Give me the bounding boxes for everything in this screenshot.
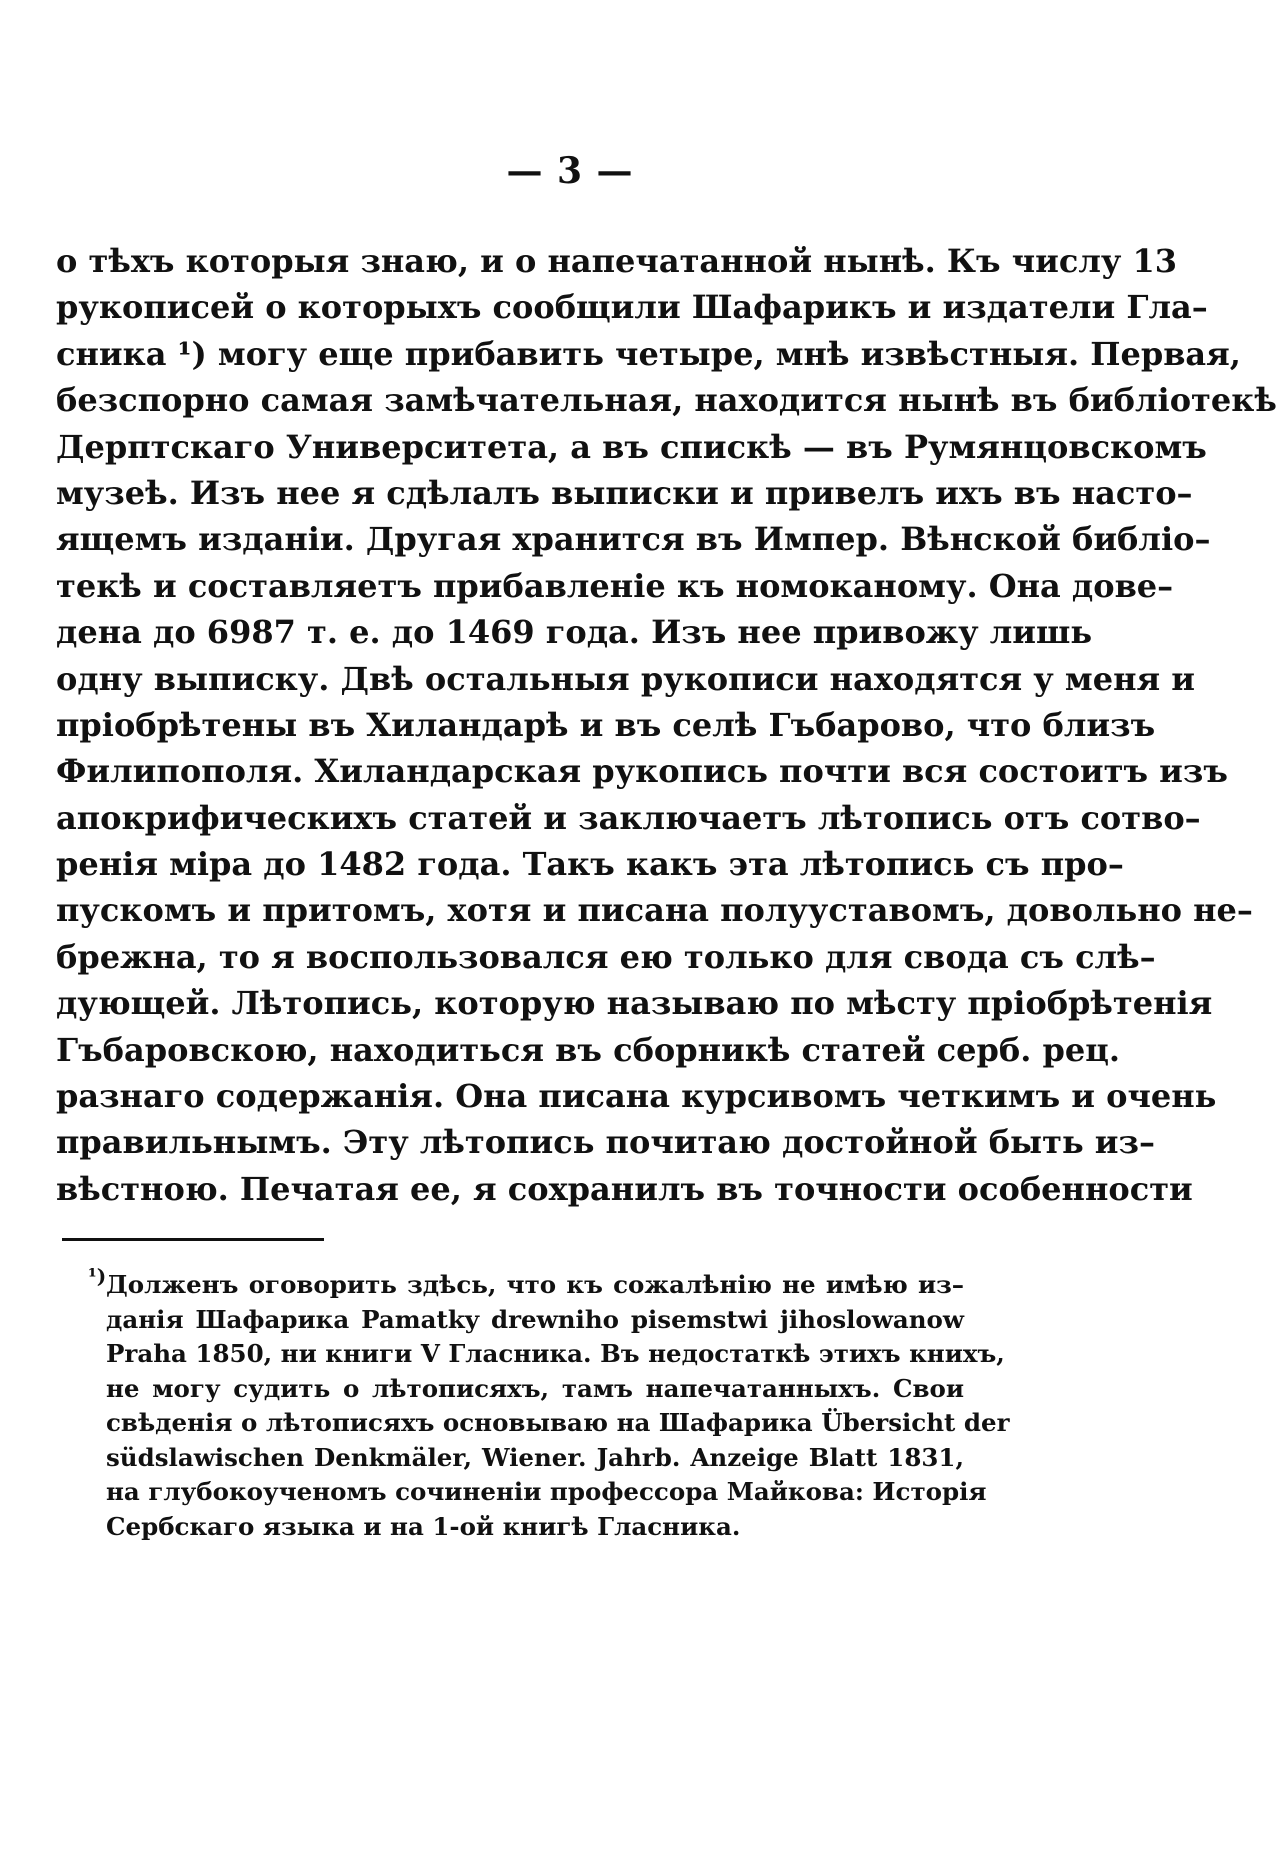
text-line: апокрифическихъ статей и заключаетъ лѣтопись отъ сотво– [56,798,1201,837]
text-line: безспорно самая замѣчательная, находится нынѣ въ библіотекѣ [56,381,1277,420]
footnote-marker: ¹) [88,1264,107,1288]
footnote [88,1264,1010,1544]
footnote-line: südslawischen Denkmäler, Wiener. Jahrb. Anzeige Blatt 1831, [106,1442,964,1472]
text-line: вѣстною. Печатая ее, я сохранилъ въ точности особенности [56,1169,1193,1208]
text-line: дена до 6987 т. е. до 1469 года. Изъ нее привожу лишь [56,613,1093,652]
footnote-line: Долженъ оговорить здѣсь, что къ сожалѣнію не имѣю из– [106,1270,964,1299]
text-line: Филипополя. Хиландарская рукопись почти вся состоитъ изъ [56,752,1228,791]
text-line: о тѣхъ которыя знаю, и о напечатанной нынѣ. Къ числу 13 [56,242,1178,280]
footnote-line: Praha 1850, ни книги V Гласника. Въ недостаткѣ этихъ книхъ, [106,1339,1005,1368]
footnote-line: на глубокоученомъ сочиненіи профессора Майкова: Исторія [106,1477,987,1506]
text-line: музеѣ. Изъ нее я сдѣлалъ выписки и привелъ ихъ въ насто– [56,473,1193,512]
text-line: пріобрѣтены въ Хиландарѣ и въ селѣ Гъбарово, что близъ [56,705,1156,744]
body-text [56,238,1277,1212]
text-line: Дерптскаго Университета, а въ спискѣ — въ Румянцовскомъ [56,427,1207,466]
text-line: брежна, то я воспользовался ею только для свода съ слѣ– [56,937,1156,976]
text-line: дующей. Лѣтопись, которую называю по мѣсту пріобрѣтенія [56,984,1213,1023]
text-line: ренія міра до 1482 года. Такъ какъ эта лѣтопись съ про– [56,845,1124,884]
text-line: ящемъ изданіи. Другая хранится въ Импер. Вѣнской библіо– [56,520,1211,559]
text-line: правильнымъ. Эту лѣтопись почитаю достойной быть из– [56,1123,1155,1162]
text-line: сника ¹) могу еще прибавить четыре, мнѣ извѣстныя. Первая, [56,334,1241,373]
text-line: пускомъ и притомъ, хотя и писана полууставомъ, довольно не– [56,891,1253,930]
footnote-line: свѣденія о лѣтописяхъ основываю на Шафарика Übersicht der [106,1408,1010,1437]
footnote-line: данія Шафарика Pamatky drewniho pisemstwi jihoslowanow [106,1304,964,1334]
text-line: текѣ и составляетъ прибавленіе къ номоканому. Она дове– [56,566,1174,605]
footnote-line: не могу судить о лѣтописяхъ, тамъ напечатанныхъ. Свои [106,1373,964,1403]
footnote-divider [62,1238,324,1241]
text-line: Гъбаровскою, находиться въ сборникѣ статей серб. рец. [56,1030,1120,1069]
footnote-line: Сербскаго языка и на 1-ой книгѣ Гласника. [106,1511,741,1541]
text-line: одну выписку. Двѣ остальныя рукописи находятся у меня и [56,659,1196,698]
text-line: разнаго содержанія. Она писана курсивомъ четкимъ и очень [56,1077,1217,1116]
text-line: рукописей о которыхъ сообщили Шафарикъ и издатели Гла– [56,288,1208,327]
page-number: — 3 — [506,150,634,192]
